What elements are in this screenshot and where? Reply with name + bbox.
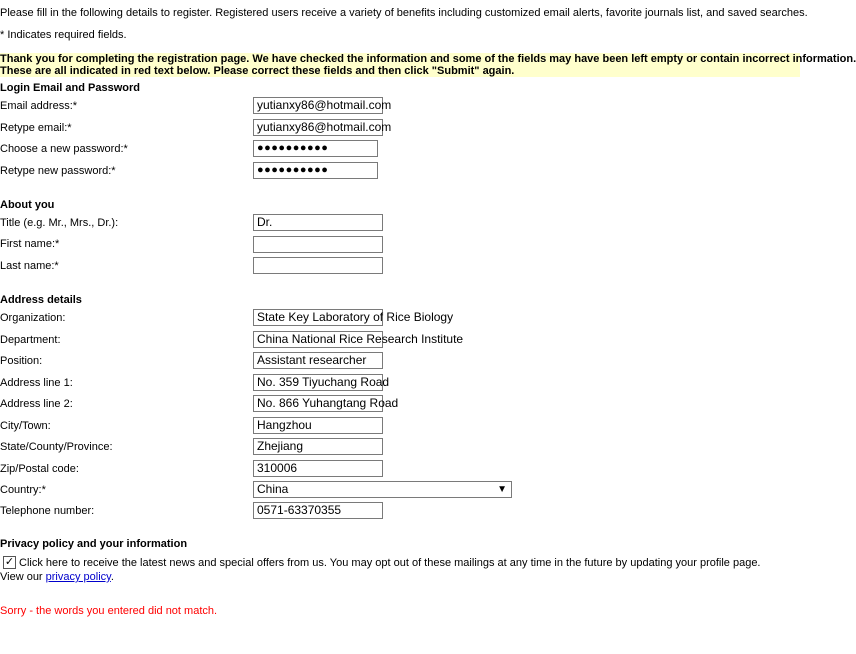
organization-label: Organization: (0, 312, 66, 324)
position-field[interactable]: Assistant researcher (253, 352, 383, 369)
country-selected-value: China (257, 482, 289, 496)
required-note: * Indicates required fields. (0, 29, 127, 41)
last-name-field[interactable] (253, 257, 383, 274)
first-name-field[interactable] (253, 236, 383, 253)
organization-field[interactable]: State Key Laboratory of Rice Biology (253, 309, 383, 326)
zip-label: Zip/Postal code: (0, 463, 79, 475)
state-label: State/County/Province: (0, 441, 113, 453)
password-label: Choose a new password:* (0, 143, 128, 155)
department-field[interactable]: China National Rice Research Institute (253, 331, 383, 348)
privacy-suffix: . (110, 571, 114, 583)
zip-field[interactable]: 310006 (253, 460, 383, 477)
privacy-policy-link[interactable]: privacy policy (45, 571, 111, 583)
address2-field[interactable]: No. 866 Yuhangtang Road (253, 395, 383, 412)
login-heading: Login Email and Password (0, 82, 140, 94)
position-label: Position: (0, 355, 43, 367)
title-field[interactable]: Dr. (253, 214, 383, 231)
validation-notice (0, 53, 856, 77)
address2-label: Address line 2: (0, 398, 73, 410)
state-field[interactable]: Zhejiang (253, 438, 383, 455)
notice-line-2: These are all indicated in red text below. Please correct these fields and then click "Submit" again. (0, 65, 515, 77)
retype-password-label: Retype new password:* (0, 165, 116, 177)
retype-email-field[interactable]: yutianxy86@hotmail.com (253, 119, 383, 136)
city-field[interactable]: Hangzhou (253, 417, 383, 434)
first-name-label: First name:* (0, 238, 60, 250)
retype-email-label: Retype email:* (0, 122, 72, 134)
privacy-prefix: View our (0, 571, 46, 583)
privacy-heading: Privacy policy and your information (0, 538, 188, 550)
privacy-line (0, 571, 114, 583)
newsletter-checkbox-label: Click here to receive the latest news and special offers from us. You may opt out of these mailings at any time in the future by updating your profile page. (19, 557, 761, 569)
country-select[interactable] (253, 481, 512, 498)
country-label: Country:* (0, 484, 46, 496)
title-label: Title (e.g. Mr., Mrs., Dr.): (0, 217, 119, 229)
intro-text: Please fill in the following details to register. Registered users receive a variety of benefits including customized email alerts, favorite journals list, and saved searches. (0, 7, 808, 19)
captcha-error-message: Sorry - the words you entered did not match. (0, 605, 218, 617)
phone-label: Telephone number: (0, 505, 95, 517)
address1-field[interactable]: No. 359 Tiyuchang Road (253, 374, 383, 391)
department-label: Department: (0, 334, 61, 346)
address1-label: Address line 1: (0, 377, 73, 389)
city-label: City/Town: (0, 420, 51, 432)
email-label: Email address:* (0, 100, 78, 112)
phone-field[interactable]: 0571-63370355 (253, 502, 383, 519)
newsletter-checkbox[interactable] (3, 556, 16, 569)
last-name-label: Last name:* (0, 260, 59, 272)
checkmark-icon: ✓ (4, 556, 15, 568)
retype-password-field[interactable]: ●●●●●●●●●● (253, 162, 378, 179)
chevron-down-icon[interactable]: ▼ (497, 484, 507, 495)
about-heading: About you (0, 199, 55, 211)
notice-line-1: Thank you for completing the registration page. We have checked the information and some of the fields may have been left empty or contain incorrect information. (0, 53, 856, 65)
password-field[interactable]: ●●●●●●●●●● (253, 140, 378, 157)
address-heading: Address details (0, 294, 82, 306)
email-field[interactable]: yutianxy86@hotmail.com (253, 97, 383, 114)
